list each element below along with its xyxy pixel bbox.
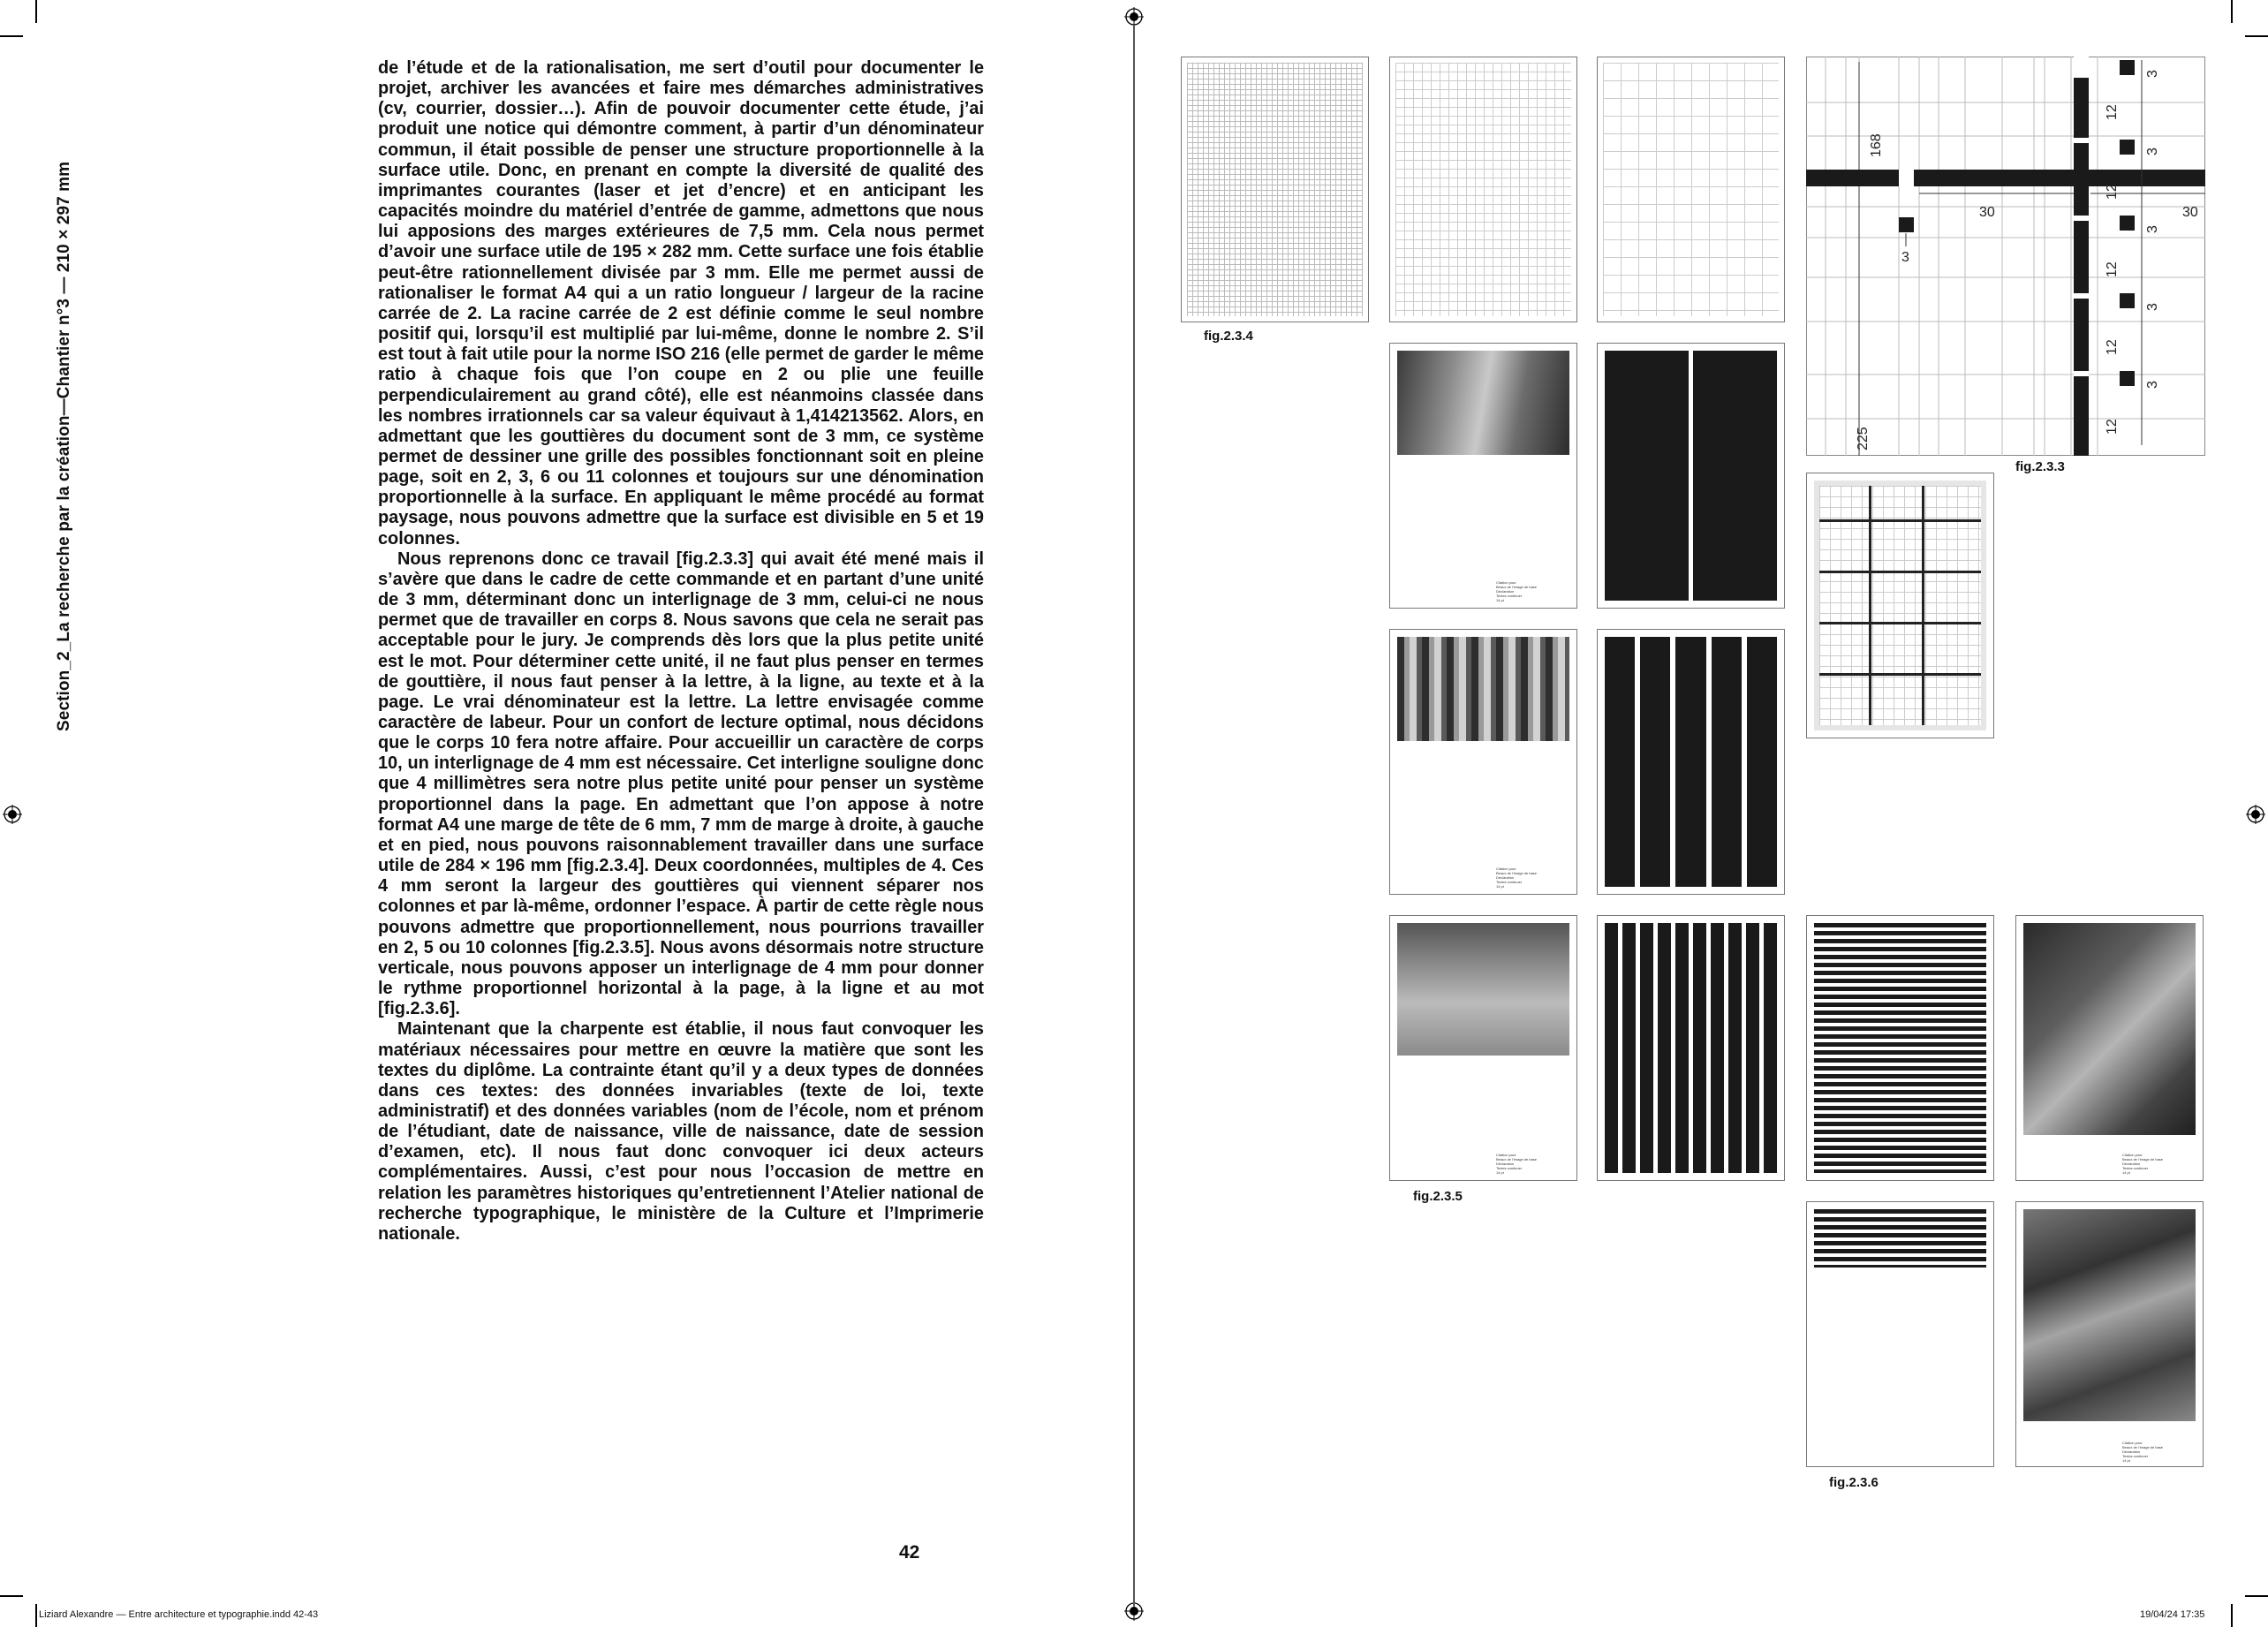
dimension-label: 12 bbox=[2105, 419, 2120, 435]
medium-grid-thumbnail bbox=[1389, 57, 1577, 322]
two-column-thumbnail bbox=[1597, 343, 1785, 609]
running-title: Section_2_La recherche par la création—Chantier n°3 — 210 × 297 mm bbox=[55, 161, 73, 731]
caption-fig-2-3-6: fig.2.3.6 bbox=[1829, 1475, 1879, 1490]
crop-mark bbox=[2231, 0, 2233, 23]
crop-mark bbox=[35, 0, 37, 23]
page-number: 42 bbox=[899, 1542, 920, 1563]
fine-grid-thumbnail bbox=[1181, 57, 1369, 322]
crop-mark bbox=[35, 1604, 37, 1627]
dimension-label: 3 bbox=[2145, 303, 2160, 311]
page-photo-thumbnail bbox=[1389, 915, 1577, 1181]
caption-fig-2-3-5: fig.2.3.5 bbox=[1413, 1189, 1463, 1204]
mini-caption: Citation pour Beaux de l’image de base Déclaration Textes continuer 14 pt bbox=[1496, 866, 1538, 889]
crop-mark bbox=[2245, 35, 2268, 37]
text-lines-thumbnail bbox=[1806, 1201, 1994, 1467]
slug-file: Liziard Alexandre — Entre architecture et typographie.indd 42-43 bbox=[39, 1609, 319, 1620]
dimension-label: 3 bbox=[2145, 148, 2160, 155]
dimension-label: 12 bbox=[2105, 184, 2120, 200]
five-column-thumbnail bbox=[1597, 629, 1785, 895]
registration-mark-icon bbox=[2246, 805, 2265, 824]
slug-date: 19/04/24 17:35 bbox=[2140, 1609, 2205, 1620]
caption-fig-2-3-4: fig.2.3.4 bbox=[1204, 329, 1253, 344]
columns-photo bbox=[1397, 637, 1569, 741]
spine-divider bbox=[1133, 25, 1135, 1606]
body-text bbox=[378, 58, 984, 1245]
coarse-grid-thumbnail bbox=[1597, 57, 1785, 322]
dimension-label: 3 bbox=[2145, 225, 2160, 233]
crop-mark bbox=[0, 1595, 23, 1597]
page-photo-thumbnail bbox=[2015, 1201, 2204, 1467]
crop-mark bbox=[2245, 1595, 2268, 1597]
dimension-label: 3 bbox=[1901, 250, 1909, 265]
dimension-label: 3 bbox=[2145, 70, 2160, 78]
page-photo-thumbnail bbox=[1389, 629, 1577, 895]
registration-mark-icon bbox=[1124, 7, 1144, 26]
stairs-photo bbox=[2023, 923, 2196, 1135]
registration-mark-icon bbox=[3, 805, 22, 824]
grid-dimension-diagram bbox=[1806, 57, 2205, 456]
dimension-label: 3 bbox=[2145, 381, 2160, 389]
colonnade-photo bbox=[1397, 351, 1569, 455]
page-photo-thumbnail bbox=[1389, 343, 1577, 609]
dimension-label: 12 bbox=[2105, 104, 2120, 120]
dimension-label: 30 bbox=[2182, 205, 2198, 220]
grid-plan-thumbnail bbox=[1806, 473, 1994, 738]
dimension-label: 12 bbox=[2105, 339, 2120, 355]
ten-column-thumbnail bbox=[1597, 915, 1785, 1181]
mini-caption: Citation pour Beaux de l’image de base Déclaration Textes continuer 14 pt bbox=[1496, 580, 1538, 602]
caption-fig-2-3-3: fig.2.3.3 bbox=[2015, 459, 2065, 474]
dimension-label: 12 bbox=[2105, 261, 2120, 277]
crop-mark bbox=[0, 35, 23, 37]
temple-photo bbox=[1397, 923, 1569, 1056]
mini-caption: Citation pour Beaux de l’image de base Déclaration Textes continuer 14 pt bbox=[1496, 1153, 1538, 1175]
crop-mark bbox=[2231, 1604, 2233, 1627]
body-paragraph: de l’étude et de la rationalisation, me sert d’outil pour documenter le projet, archiver les avancées et faire mes démarches administratives (cv, courrier, dossier…). Afin de pouvoir documenter cette étude, j’ai produit une notice qui démontre comment, à partir d’un dénominateur commun, il était possible de penser une structure proportionnelle à la surface utile. Donc, en prenant en compte la diversité de qualité des imprimantes courantes (laser et jet d’encre) et en anticipant les capacités moindre du matériel d’entrée de gamme, admettons que nous lui apposions des marges extérieures de 7,5 mm. Cela nous permet d’avoir une surface utile de 195 × 282 mm. Cette surface une fois établie peut-être rationnellement divisée par 3 mm. Elle me permet aussi de rationaliser le format A4 qui a un ratio longueur / largeur de la racine carrée de 2. La racine carrée de 2 est définie comme le seul nombre positif qui, lorsqu’il est multiplié par lui-même, donne le nombre 2. S’il est tout à fait utile pour la norme ISO 216 (elle permet de garder le même ratio à chaque fois que l’on coupe en 2 ou plie une feuille perpendiculairement au grand côté), elle est néanmoins classée dans les nombres irrationnels car sa valeur équivaut à 1,414213562. Alors, en admettant que les gouttières du document sont de 3 mm, ce système permet de dessiner une grille des possibles fonctionnant soit en pleine page, soit en 2, 3, 6 ou 11 colonnes et toujours sur une dénomination proportionnelle à la surface. En appliquant le même procédé au format paysage, nous pouvons admettre que la surface est divisible en 5 et 19 colonnes. bbox=[378, 58, 984, 549]
ruins-photo bbox=[2023, 1209, 2196, 1421]
mini-caption: Citation pour Beaux de l’image de base Déclaration Textes continuer 14 pt bbox=[2122, 1441, 2164, 1463]
body-paragraph: Nous reprenons donc ce travail [fig.2.3.3] qui avait été mené mais il s’avère que dans le cadre de cette commande et en partant d’une unité de 3 mm, déterminant donc un interlignage de 3 mm, celui-ci ne nous permet que de travailler en corps 8. Nous savons que cela ne serait pas acceptable pour le jury. Je comprends dès lors que la plus petite unité est le mot. Pour déterminer cette unité, il ne faut plus penser en termes de gouttière, il nous faut penser à la lettre, à la ligne, au texte et à la page. Le vrai dénominateur est la lettre. La lettre envisagée comme caractère de labeur. Pour un confort de lecture optimal, nous décidons que le corps 10 fera notre affaire. Pour accueillir un caractère de corps 10, un interlignage de 4 mm est nécessaire. Cet interligne souligne donc que 4 millimètres sera notre plus petite unité pour penser un système proportionnel dans la page. En admettant que l’on appose à notre format A4 une marge de tête de 6 mm, 7 mm de marge à droite, à gauche et en pied, nous pouvons raisonnablement travailler dans une surface utile de 284 × 196 mm [fig.2.3.4]. Deux coordonnées, multiples de 4. Ces 4 mm seront la largeur des gouttières qui viennent séparer nos colonnes et par là-même, ordonner l’espace. À partir de cette règle nous pouvons admettre que proportionnellement, nous pourrions travailler en 2, 5 ou 10 colonnes [fig.2.3.5]. Nous avons désormais notre structure verticale, nous pouvons apposer un interlignage de 4 mm pour donner le rythme proportionnel horizontal à la page, à la ligne et au mot [fig.2.3.6]. bbox=[378, 549, 984, 1019]
dimension-label: 225 bbox=[1856, 427, 1871, 450]
dimension-label: 168 bbox=[1869, 133, 1884, 157]
mini-caption: Citation pour Beaux de l’image de base Déclaration Textes continuer 14 pt bbox=[2122, 1153, 2164, 1175]
dimension-label: 30 bbox=[1979, 205, 1995, 220]
body-paragraph: Maintenant que la charpente est établie, il nous faut convoquer les matériaux nécessaires pour mettre en œuvre la matière que sont les textes du diplôme. La contrainte étant qu’il y a deux types de données dans ces textes: des données invariables (texte de loi, texte administratif) et des données variables (nom de l’école, nom et prénom de l’étudiant, date de naissance, ville de naissance, date de session d’examen, etc). Il nous faut donc convoquer ici deux acteurs complémentaires. Aussi, c’est pour nous l’occasion de mettre en relation les paramètres historiques qu’entretiennent l’Atelier national de recherche typographique, le ministère de la Culture et l’Imprimerie nationale. bbox=[378, 1019, 984, 1244]
page-photo-thumbnail bbox=[2015, 915, 2204, 1181]
baseline-thumbnail bbox=[1806, 915, 1994, 1181]
